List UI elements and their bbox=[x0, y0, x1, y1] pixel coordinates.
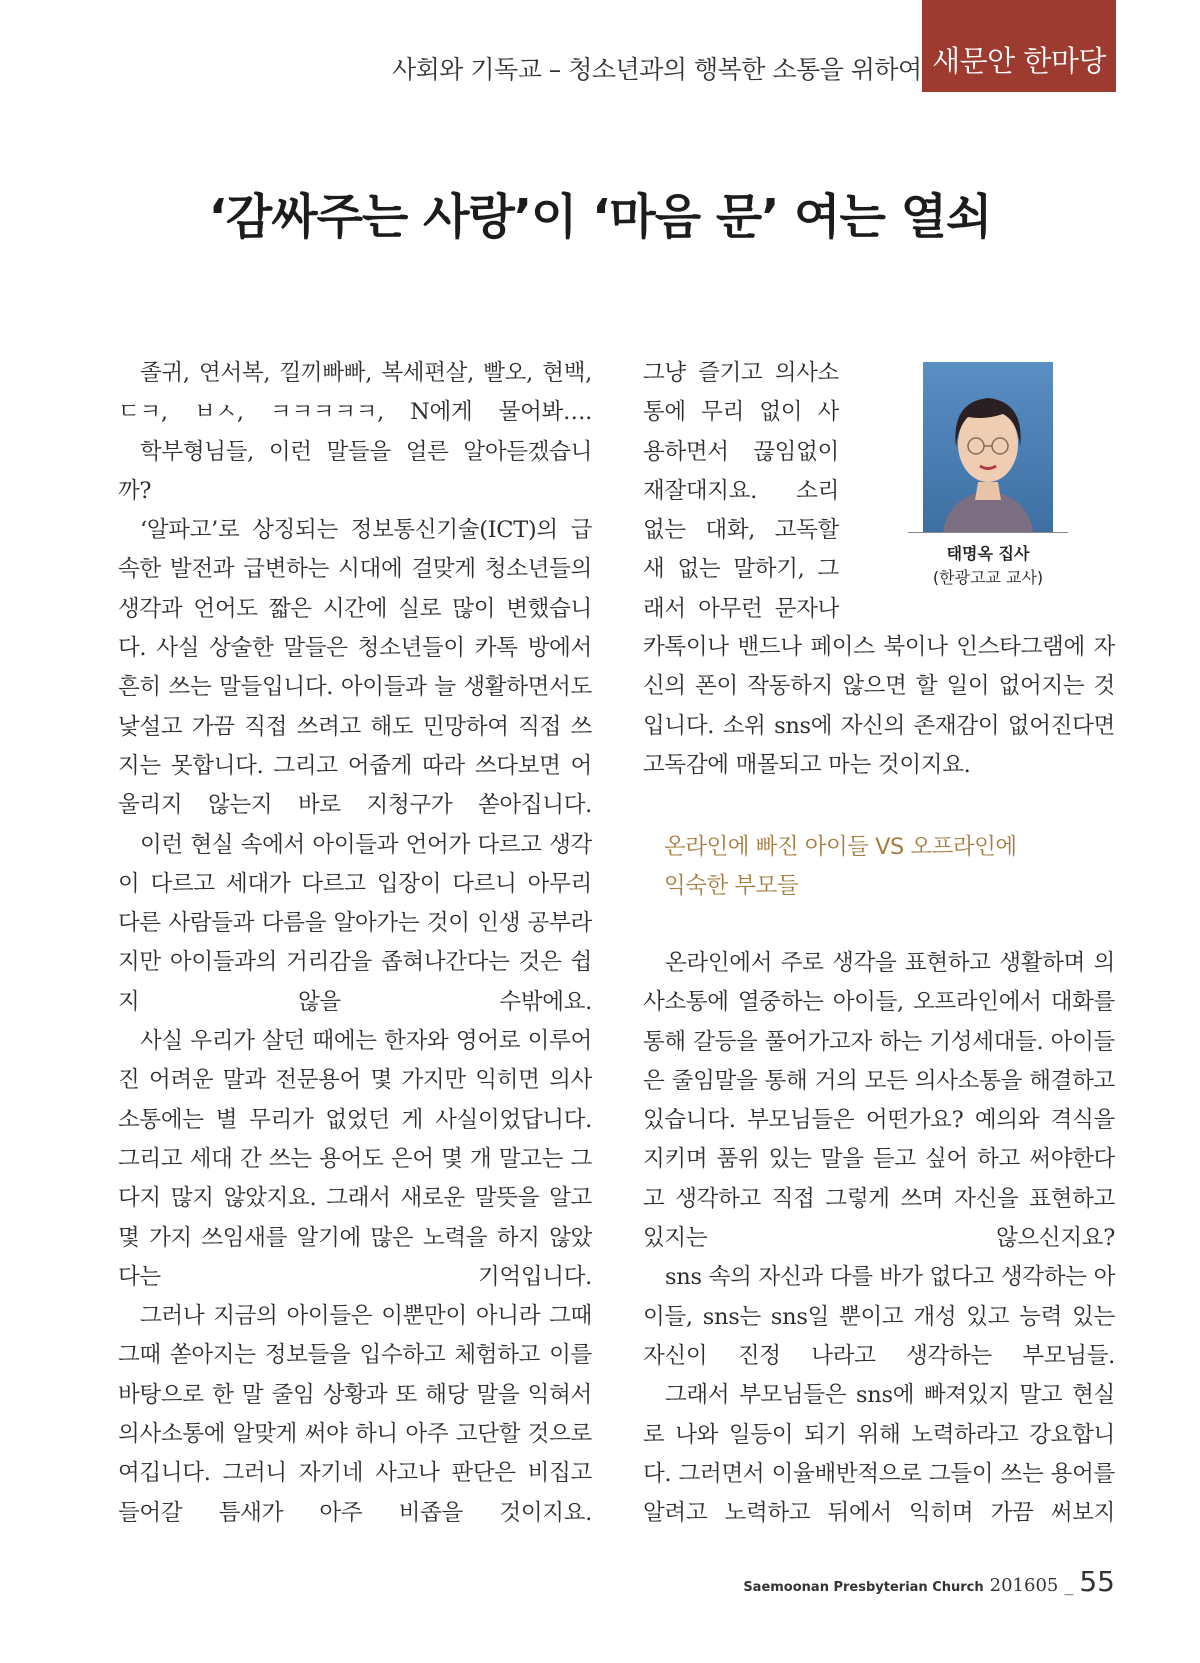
author-portrait-image bbox=[923, 362, 1053, 532]
section-tab bbox=[922, 0, 1116, 92]
footer-separator: _ bbox=[1064, 1575, 1074, 1596]
page-footer bbox=[743, 1565, 1115, 1598]
paragraph: 그래서 부모님들은 sns에 빠져있지 말고 현실로 나와 일등이 되기 위해 노력하라고 강요합니다. 그러면서 이율배반적으로 그들이 쓰는 용어를 알려고 노력하고 뒤에서 익히며 가끔 써보지 bbox=[643, 1382, 1115, 1527]
paragraph: 학부형님들, 이런 말들을 얼른 알아듣겠습니까? bbox=[118, 438, 592, 504]
text-line: 용하면서 끊임없이 bbox=[643, 438, 839, 465]
photo-divider bbox=[908, 532, 1068, 533]
text-line: 래서 아무런 문자나 bbox=[643, 595, 839, 622]
paragraph: 그러나 지금의 아이들은 이뿐만이 아니라 그때그때 쏟아지는 정보들을 입수하고 체험하고 이를 바탕으로 한 말 줄임 상황과 또 해당 말을 익혀서 의사소통에 알맞게 써야 하니 아주 고단할 것으로 여깁니다. 그러니 자기네 사고나 판단은 비집고 들어갈 틈새가 아주 비좁을 것이지요. bbox=[118, 1303, 592, 1526]
article-title: ‘감싸주는 사랑’이 ‘마음 문’ 여는 열쇠 bbox=[208, 189, 992, 245]
subhead-line-1: 온라인에 빠진 아이들 VS 오프라인에 bbox=[664, 834, 1017, 860]
paragraph: 카톡이나 밴드나 페이스 북이나 인스타그램에 자신의 폰이 작동하지 않으면 할 일이 없어지는 것입니다. 소위 sns에 자신의 존재감이 없어진다면 고독감에 매몰되고 마는 것이지요. bbox=[643, 634, 1115, 778]
right-column-body bbox=[643, 944, 1115, 1533]
paragraph: 이런 현실 속에서 아이들과 언어가 다르고 생각이 다르고 세대가 다르고 입장이 다르니 아무리 다른 사람들과 다름을 알아가는 것이 인생 공부라지만 아이들과의 거리감을 좁혀나간다는 것은 쉽지 않을 수밖에요. bbox=[118, 831, 592, 1015]
page-number: 55 bbox=[1079, 1565, 1115, 1598]
author-name: 태명옥 집사 bbox=[946, 544, 1030, 563]
text-line: 없는 대화, 고독할 bbox=[643, 517, 839, 544]
paragraph: 졸귀, 연서복, 낄끼빠빠, 복세편살, 빨오, 현백, ㄷㅋ, ㅂㅅ, ㅋㅋㅋㅋㅋ, N에게 물어봐…. bbox=[118, 360, 592, 426]
left-column bbox=[118, 354, 592, 1533]
paragraph: sns 속의 자신과 다를 바가 없다고 생각하는 아이들, sns는 sns일 뿐이고 개성 있고 능력 있는 자신이 진정 나라고 생각하는 부모님들. bbox=[643, 1264, 1115, 1369]
text-line: 새 없는 말하기, 그 bbox=[643, 556, 839, 583]
right-top-column bbox=[643, 354, 839, 629]
church-name: Saemoonan Presbyterian Church bbox=[743, 1580, 984, 1595]
paragraph: 온라인에서 주로 생각을 표현하고 생활하며 의사소통에 열중하는 아이들, 오프라인에서 대화를 통해 갈등을 풀어가고자 하는 기성세대들. 아이들은 줄임말을 통해 거의 모든 의사소통을 해결하고 있습니다. 부모님들은 어떤가요? 예의와 격식을 지키며 품위 있는 말을 듣고 싶어 하고 써야한다고 생각하고 직접 그렇게 쓰며 자신을 표현하고 있지는 않으신지요? bbox=[643, 950, 1115, 1252]
text-line: 재잘대지요. 소리 bbox=[643, 477, 839, 504]
running-header: 사회와 기독교 – 청소년과의 행복한 소통을 위하여 bbox=[392, 55, 922, 84]
right-continuation bbox=[643, 628, 1115, 785]
section-subhead bbox=[664, 828, 1017, 906]
text-line: 통에 무리 없이 사 bbox=[643, 399, 839, 426]
author-photo bbox=[923, 362, 1053, 532]
issue-number: 201605 bbox=[989, 1575, 1059, 1596]
paragraph: 사실 우리가 살던 때에는 한자와 영어로 이루어진 어려운 말과 전문용어 몇 가지만 익히면 의사소통에는 별 무리가 없었던 게 사실이었답니다. 그리고 세대 간 쓰는 용어도 은어 몇 개 말고는 그다지 많지 않았지요. 그래서 새로운 말뜻을 알고 몇 가지 쓰임새를 알기에 많은 노력을 하지 않았다는 기억입니다. bbox=[118, 1028, 592, 1290]
author-affiliation: (한광고교 교사) bbox=[932, 568, 1044, 587]
text-line: 그냥 즐기고 의사소 bbox=[643, 360, 839, 386]
author-caption bbox=[908, 542, 1068, 590]
paragraph: ‘알파고’로 상징되는 정보통신기술(ICT)의 급속한 발전과 급변하는 시대에 걸맞게 청소년들의 생각과 언어도 짧은 시간에 실로 많이 변했습니다. 사실 상술한 말들은 청소년들이 카톡 방에서 흔히 쓰는 말들입니다. 아이들과 늘 생활하면서도 낯설고 가끔 직접 쓰려고 해도 민망하여 직접 쓰지는 못합니다. 그리고 어줍게 따라 쓰다보면 어울리지 않는지 바로 지청구가 쏟아집니다. bbox=[118, 517, 592, 819]
subhead-line-2: 익숙한 부모들 bbox=[664, 873, 799, 899]
section-tab-label: 새문안 한마당 bbox=[932, 44, 1106, 78]
